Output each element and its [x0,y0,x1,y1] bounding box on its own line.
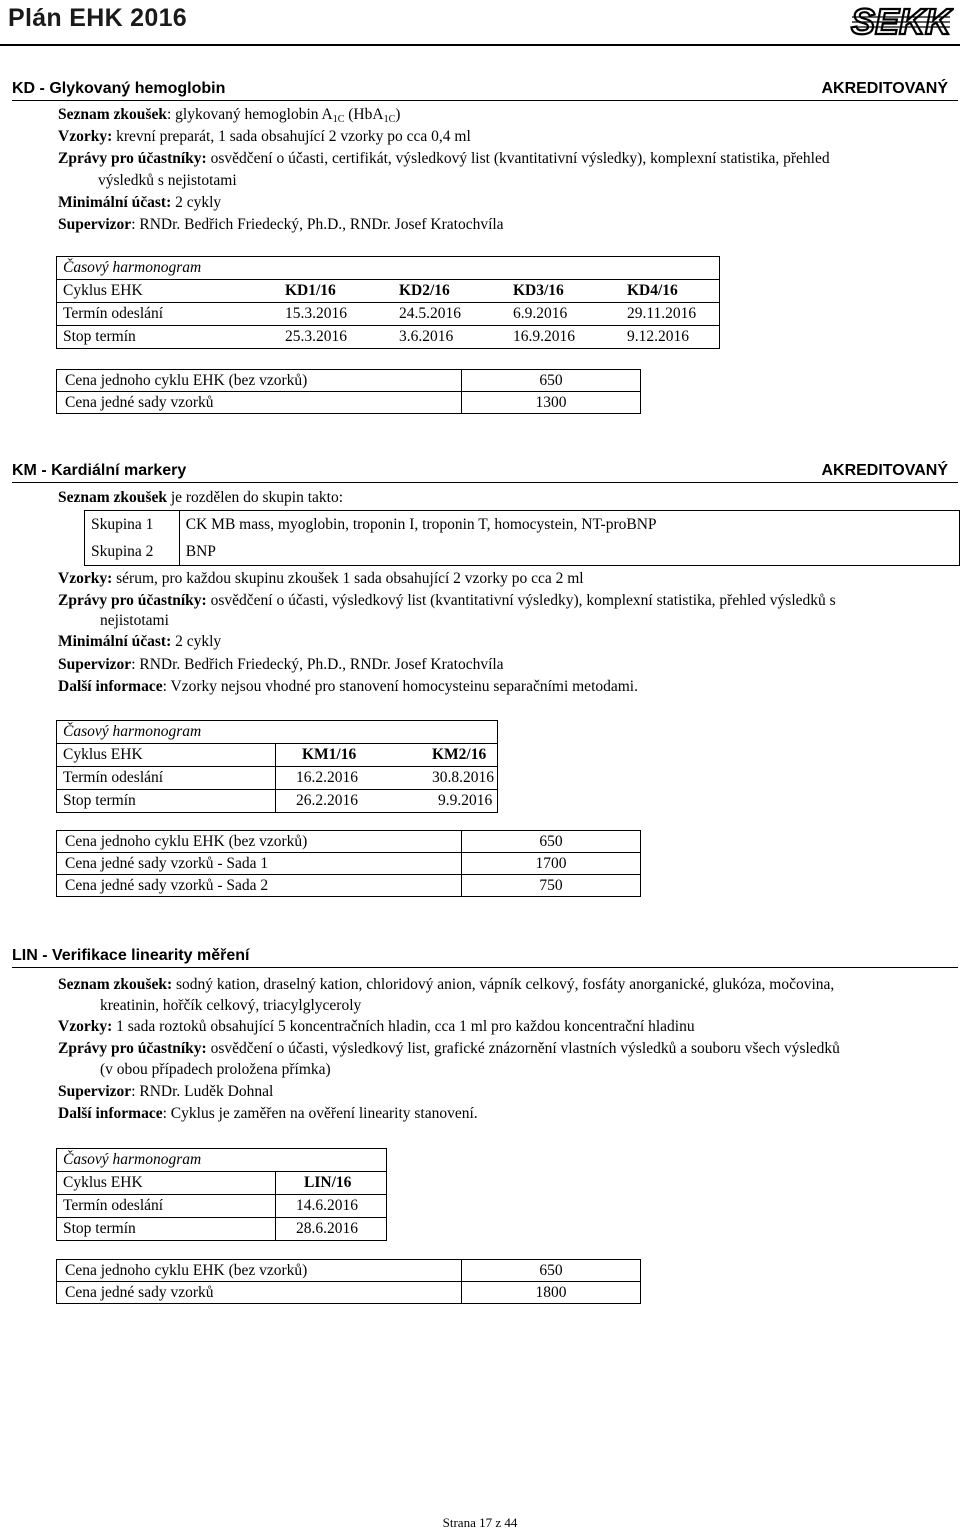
section-title: LIN - Verifikace linearity měření [12,947,250,964]
zpravy-cont: (v obou případech proložena přímka) [100,1061,331,1078]
price-table: Cena jednoho cyklu EHK (bez vzorků) 650 Cena jedné sady vzorků - Sada 1 1700 Cena jedné sady vzorků - Sada 2 750 [56,830,641,897]
accredited-label: AKREDITOVANÝ [821,80,948,97]
page-title: Plán EHK 2016 [8,4,187,32]
header-rule [0,44,960,46]
seznam-cont: kreatinin, hořčík celkový, triacylglyceroly [100,997,362,1014]
accredited-label: AKREDITOVANÝ [821,462,948,479]
page-number: Strana 17 z 44 [442,1515,518,1530]
zpravy-cont: nejistotami [100,612,169,629]
section-heading [12,80,958,101]
svg-text:SEKK: SEKK [850,2,952,40]
section-title: KD - Glykovaný hemoglobin [12,80,226,97]
dalsi-line: Další informace: Vzorky nejsou vhodné pro stanovení homocysteinu separačními metodami. [58,678,638,695]
seznam-line: Seznam zkoušek: glykovaný hemoglobin $A_{1C}$ (HbA$_{1C}$) [58,106,401,125]
section-heading [12,462,958,483]
dalsi-line: Další informace: Cyklus je zaměřen na ověření linearity stanovení. [58,1105,478,1122]
min-line: Minimální účast: 2 cykly [58,194,222,211]
sup-line: Supervizor: RNDr. Bedřich Friedecký, Ph.D., RNDr. Josef Kratochvíla [58,656,504,673]
section-heading [12,947,958,968]
schedule-table: Časový harmonogram Cyklus EHK KD1/16 KD2/16 KD3/16 KD4/16 Termín odeslání 15.3.2016 24.5.2016 6.9.2016 29.11.2016 Stop termín 25.3.2016 3.6.2016 16.9.2016 9.12.2016 [56,256,720,349]
zpravy-cont: výsledků s nejistotami [98,172,237,189]
group-table: Skupina 1 CK MB mass, myoglobin, troponin I, troponin T, homocystein, NT-proBNP Skupina 2 BNP [84,510,960,566]
schedule-table: Časový harmonogram Cyklus EHK KM1/16 KM2/16 Termín odeslání 16.2.2016 30.8.2016 Stop termín 26.2.2016 9.9.2016 [56,720,498,813]
sup-line: Supervizor: RNDr. Bedřich Friedecký, Ph.D., RNDr. Josef Kratochvíla [58,216,504,233]
zpravy-line: Zprávy pro účastníky: osvědčení o účasti, výsledkový list (kvantitativní výsledky), komplexní statistika, přehled výsledků s [58,592,836,609]
zpravy-line: Zprávy pro účastníky: osvědčení o účasti, výsledkový list, grafické znázornění vlastních výsledků a souboru všech výsledků [58,1040,840,1057]
schedule-caption: Časový harmonogram [63,259,202,276]
schedule-table: Časový harmonogram Cyklus EHK LIN/16 Termín odeslání 14.6.2016 Stop termín 28.6.2016 [56,1148,387,1241]
vzorky-line: Vzorky: sérum, pro každou skupinu zkoušek 1 sada obsahující 2 vzorky po cca 2 ml [58,570,584,587]
seznam-line: Seznam zkoušek: sodný kation, draselný kation, chloridový anion, vápník celkový, fosfáty anorganické, glukóza, močovina, [58,976,835,993]
vzorky-line: Vzorky: 1 sada roztoků obsahující 5 koncentračních hladin, cca 1 ml pro každou koncentrační hladinu [58,1018,695,1035]
sup-line: Supervizor: RNDr. Luděk Dohnal [58,1083,274,1100]
section-title: KM - Kardiální markery [12,462,187,479]
schedule-caption: Časový harmonogram [63,723,202,740]
price-table: Cena jednoho cyklu EHK (bez vzorků) 650 Cena jedné sady vzorků 1300 [56,369,641,414]
sekk-logo [848,2,954,40]
seznam-line: Seznam zkoušek je rozdělen do skupin takto: [58,489,344,506]
schedule-caption: Časový harmonogram [63,1151,202,1168]
min-line: Minimální účast: 2 cykly [58,633,222,650]
zpravy-line: Zprávy pro účastníky: osvědčení o účasti, certifikát, výsledkový list (kvantitativní výsledky), komplexní statistika, přehled [58,150,830,167]
vzorky-line: Vzorky: krevní preparát, 1 sada obsahující 2 vzorky po cca 0,4 ml [58,128,471,145]
price-table: Cena jednoho cyklu EHK (bez vzorků) 650 Cena jedné sady vzorků 1800 [56,1259,641,1304]
